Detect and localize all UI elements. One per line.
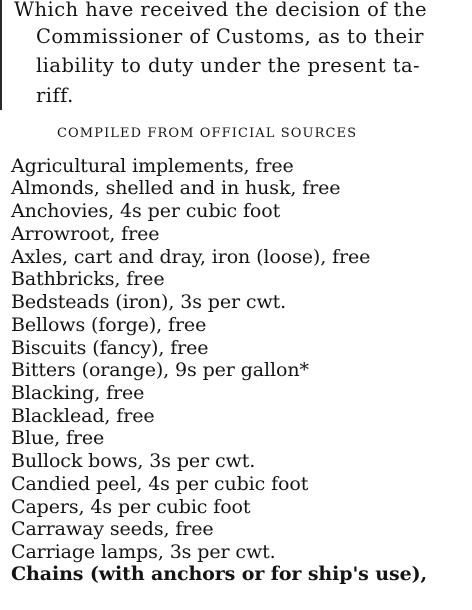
list-item: Bedsteads (iron), 3s per cwt. [11, 291, 287, 313]
intro-line: riff. [36, 84, 74, 107]
list-item: Carraway seeds, free [11, 518, 214, 540]
list-item: Blacklead, free [11, 405, 155, 427]
list-item: Carriage lamps, 3s per cwt. [11, 541, 276, 563]
list-item: Bellows (forge), free [11, 314, 207, 336]
section-subtitle: COMPILED FROM OFFICIAL SOURCES [57, 126, 358, 141]
list-item: Bitters (orange), 9s per gallon* [11, 359, 309, 381]
list-item: Axles, cart and dray, iron (loose), free [11, 246, 371, 268]
list-item: Bathbricks, free [11, 268, 165, 290]
intro-line: Which have received the decision of the [14, 0, 427, 21]
intro-line: Commissioner of Customs, as to their [36, 25, 424, 48]
list-item: Agricultural implements, free [11, 155, 294, 177]
list-item: Blacking, free [11, 382, 145, 404]
intro-line: liability to duty under the present ta- [36, 54, 421, 77]
list-item: Biscuits (fancy), free [11, 337, 209, 359]
list-item: Capers, 4s per cubic foot [11, 496, 251, 518]
list-item: Anchovies, 4s per cubic foot [11, 200, 281, 222]
list-item: Chains (with anchors or for ship's use), [11, 563, 427, 585]
list-item: Blue, free [11, 427, 105, 449]
list-item: Almonds, shelled and in husk, free [11, 177, 341, 199]
left-margin-rule [0, 0, 2, 110]
list-item: Candied peel, 4s per cubic foot [11, 473, 309, 495]
list-item: Arrowroot, free [11, 223, 160, 245]
list-item: Bullock bows, 3s per cwt. [11, 450, 256, 472]
